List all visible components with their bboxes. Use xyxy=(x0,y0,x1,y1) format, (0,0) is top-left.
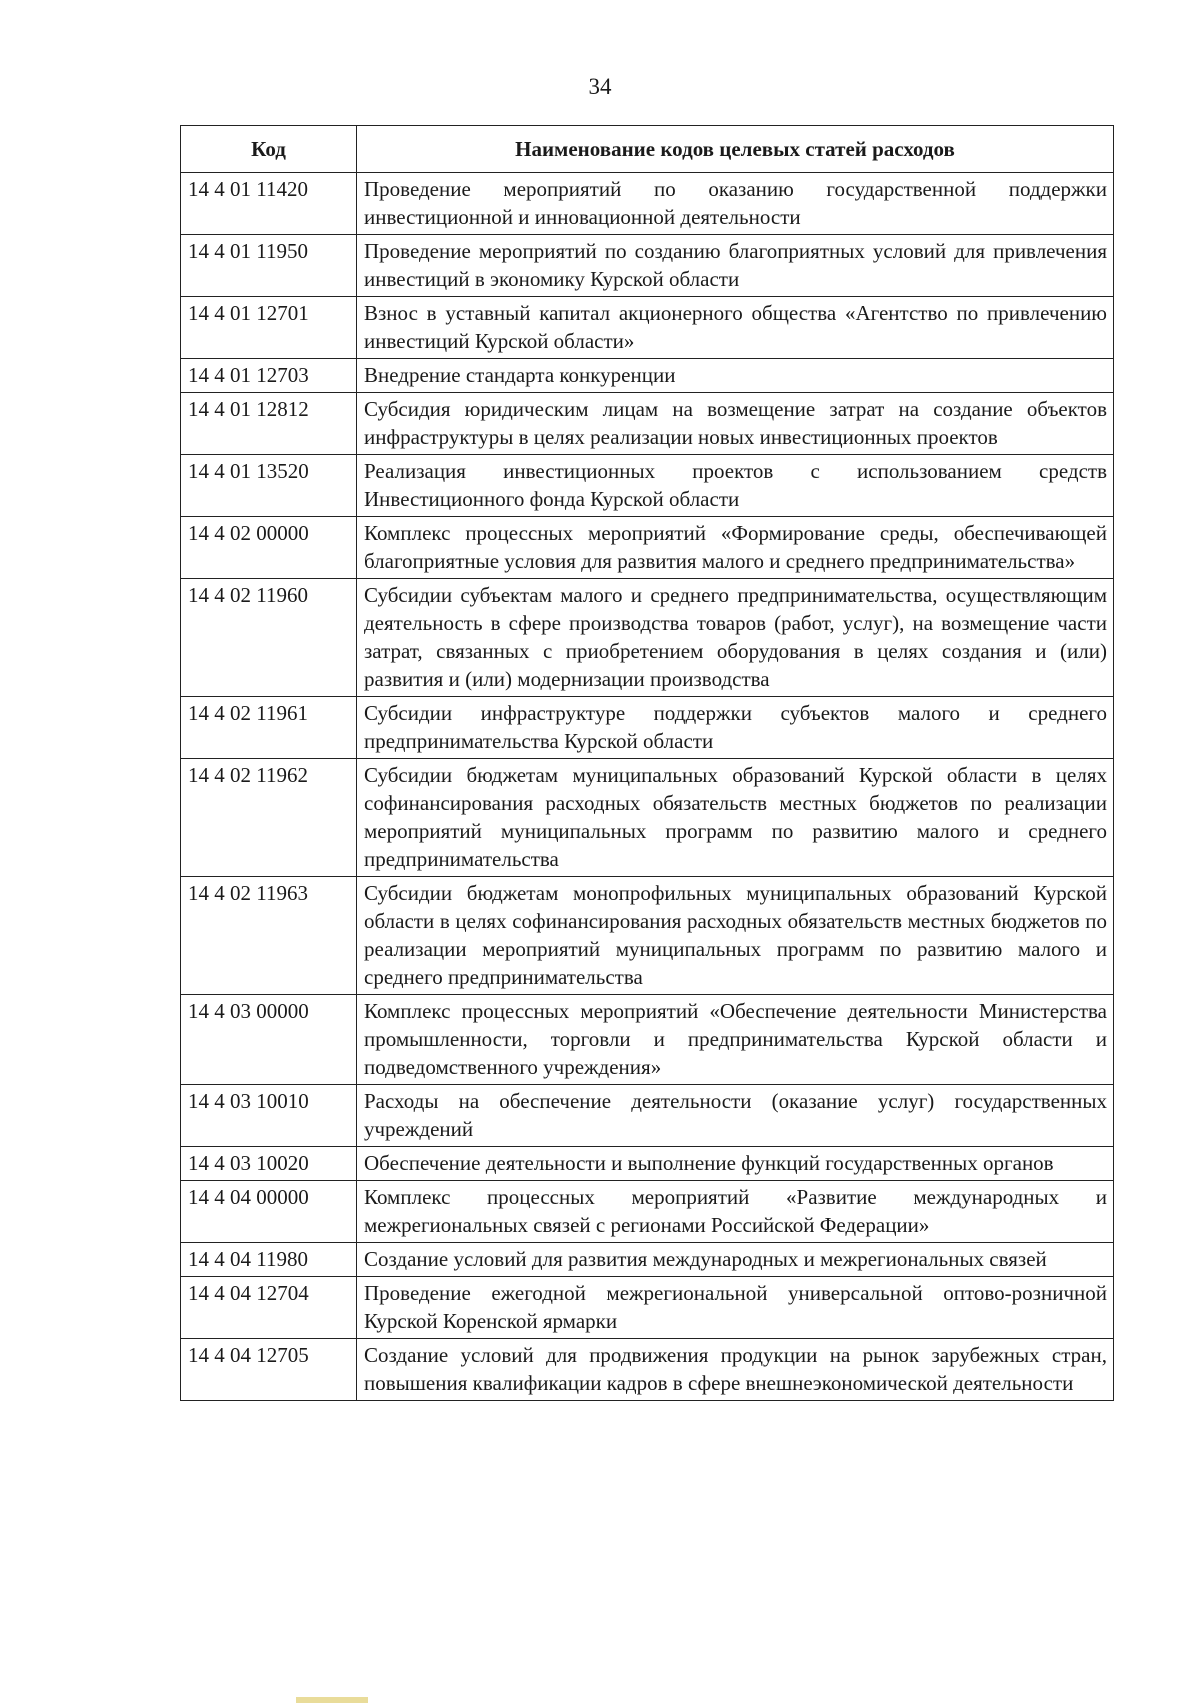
row-name: Субсидии бюджетам муниципальных образований Курской области в целях софинансирования расходных обязательств местных бюджетов по реализации мероприятий муниципальных программ по развитию малого и среднего предпринимательства xyxy=(357,759,1114,877)
row-code: 14 4 01 11420 xyxy=(181,173,357,235)
row-code: 14 4 02 11960 xyxy=(181,579,357,697)
row-code: 14 4 04 12705 xyxy=(181,1339,357,1401)
page-number: 34 xyxy=(588,74,612,99)
row-name: Комплекс процессных мероприятий «Обеспечение деятельности Министерства промышленности, торговли и предпринимательства Курской области и подведомственного учреждения» xyxy=(357,995,1114,1085)
table-row xyxy=(181,517,1114,579)
column-header-name: Наименование кодов целевых статей расходов xyxy=(357,126,1114,173)
table-row xyxy=(181,1339,1114,1401)
table-row xyxy=(181,393,1114,455)
row-name: Комплекс процессных мероприятий «Развитие международных и межрегиональных связей с регионами Российской Федерации» xyxy=(357,1181,1114,1243)
row-code: 14 4 02 11963 xyxy=(181,877,357,995)
table-row xyxy=(181,697,1114,759)
row-name: Субсидии инфраструктуре поддержки субъектов малого и среднего предпринимательства Курской области xyxy=(357,697,1114,759)
budget-codes-table xyxy=(180,125,1114,1401)
row-code: 14 4 03 10010 xyxy=(181,1085,357,1147)
table-row xyxy=(181,579,1114,697)
table-row xyxy=(181,877,1114,995)
table-row xyxy=(181,455,1114,517)
row-name: Создание условий для развития международных и межрегиональных связей xyxy=(357,1243,1114,1277)
table-row xyxy=(181,1147,1114,1181)
row-name: Взнос в уставный капитал акционерного общества «Агентство по привлечению инвестиций Курской области» xyxy=(357,297,1114,359)
row-code: 14 4 01 12812 xyxy=(181,393,357,455)
row-name: Обеспечение деятельности и выполнение функций государственных органов xyxy=(357,1147,1114,1181)
table-row xyxy=(181,173,1114,235)
row-name: Комплекс процессных мероприятий «Формирование среды, обеспечивающей благоприятные условия для развития малого и среднего предпринимательства» xyxy=(357,517,1114,579)
row-name: Субсидии субъектам малого и среднего предпринимательства, осуществляющим деятельность в сфере производства товаров (работ, услуг), на возмещение части затрат, связанных с приобретением оборудования в целях создания и (или) развития и (или) модернизации производства xyxy=(357,579,1114,697)
table-row xyxy=(181,1181,1114,1243)
row-code: 14 4 01 12703 xyxy=(181,359,357,393)
row-name: Проведение мероприятий по созданию благоприятных условий для привлечения инвестиций в экономику Курской области xyxy=(357,235,1114,297)
row-name: Субсидии бюджетам монопрофильных муниципальных образований Курской области в целях софинансирования расходных обязательств местных бюджетов по реализации мероприятий муниципальных программ по развитию малого и среднего предпринимательства xyxy=(357,877,1114,995)
table-header-row xyxy=(181,126,1114,173)
row-code: 14 4 01 13520 xyxy=(181,455,357,517)
row-name: Внедрение стандарта конкуренции xyxy=(357,359,1114,393)
table-row xyxy=(181,995,1114,1085)
row-name: Расходы на обеспечение деятельности (оказание услуг) государственных учреждений xyxy=(357,1085,1114,1147)
row-code: 14 4 03 10020 xyxy=(181,1147,357,1181)
row-code: 14 4 02 00000 xyxy=(181,517,357,579)
scan-artifact-mark xyxy=(296,1697,368,1703)
row-code: 14 4 03 00000 xyxy=(181,995,357,1085)
table-row xyxy=(181,359,1114,393)
row-code: 14 4 04 11980 xyxy=(181,1243,357,1277)
row-code: 14 4 01 11950 xyxy=(181,235,357,297)
row-code: 14 4 02 11962 xyxy=(181,759,357,877)
row-code: 14 4 01 12701 xyxy=(181,297,357,359)
column-header-code: Код xyxy=(181,126,357,173)
table-body xyxy=(181,173,1114,1401)
table-row xyxy=(181,1085,1114,1147)
row-name: Создание условий для продвижения продукции на рынок зарубежных стран, повышения квалификации кадров в сфере внешнеэкономической деятельности xyxy=(357,1339,1114,1401)
row-name: Реализация инвестиционных проектов с использованием средств Инвестиционного фонда Курской области xyxy=(357,455,1114,517)
table-row xyxy=(181,1243,1114,1277)
row-name: Субсидия юридическим лицам на возмещение затрат на создание объектов инфраструктуры в целях реализации новых инвестиционных проектов xyxy=(357,393,1114,455)
row-code: 14 4 04 12704 xyxy=(181,1277,357,1339)
row-name: Проведение ежегодной межрегиональной универсальной оптово-розничной Курской Коренской ярмарки xyxy=(357,1277,1114,1339)
row-name: Проведение мероприятий по оказанию государственной поддержки инвестиционной и инновационной деятельности xyxy=(357,173,1114,235)
table-row xyxy=(181,297,1114,359)
row-code: 14 4 02 11961 xyxy=(181,697,357,759)
table-row xyxy=(181,759,1114,877)
budget-codes-table-container xyxy=(180,125,1113,1401)
table-row xyxy=(181,235,1114,297)
table-row xyxy=(181,1277,1114,1339)
row-code: 14 4 04 00000 xyxy=(181,1181,357,1243)
